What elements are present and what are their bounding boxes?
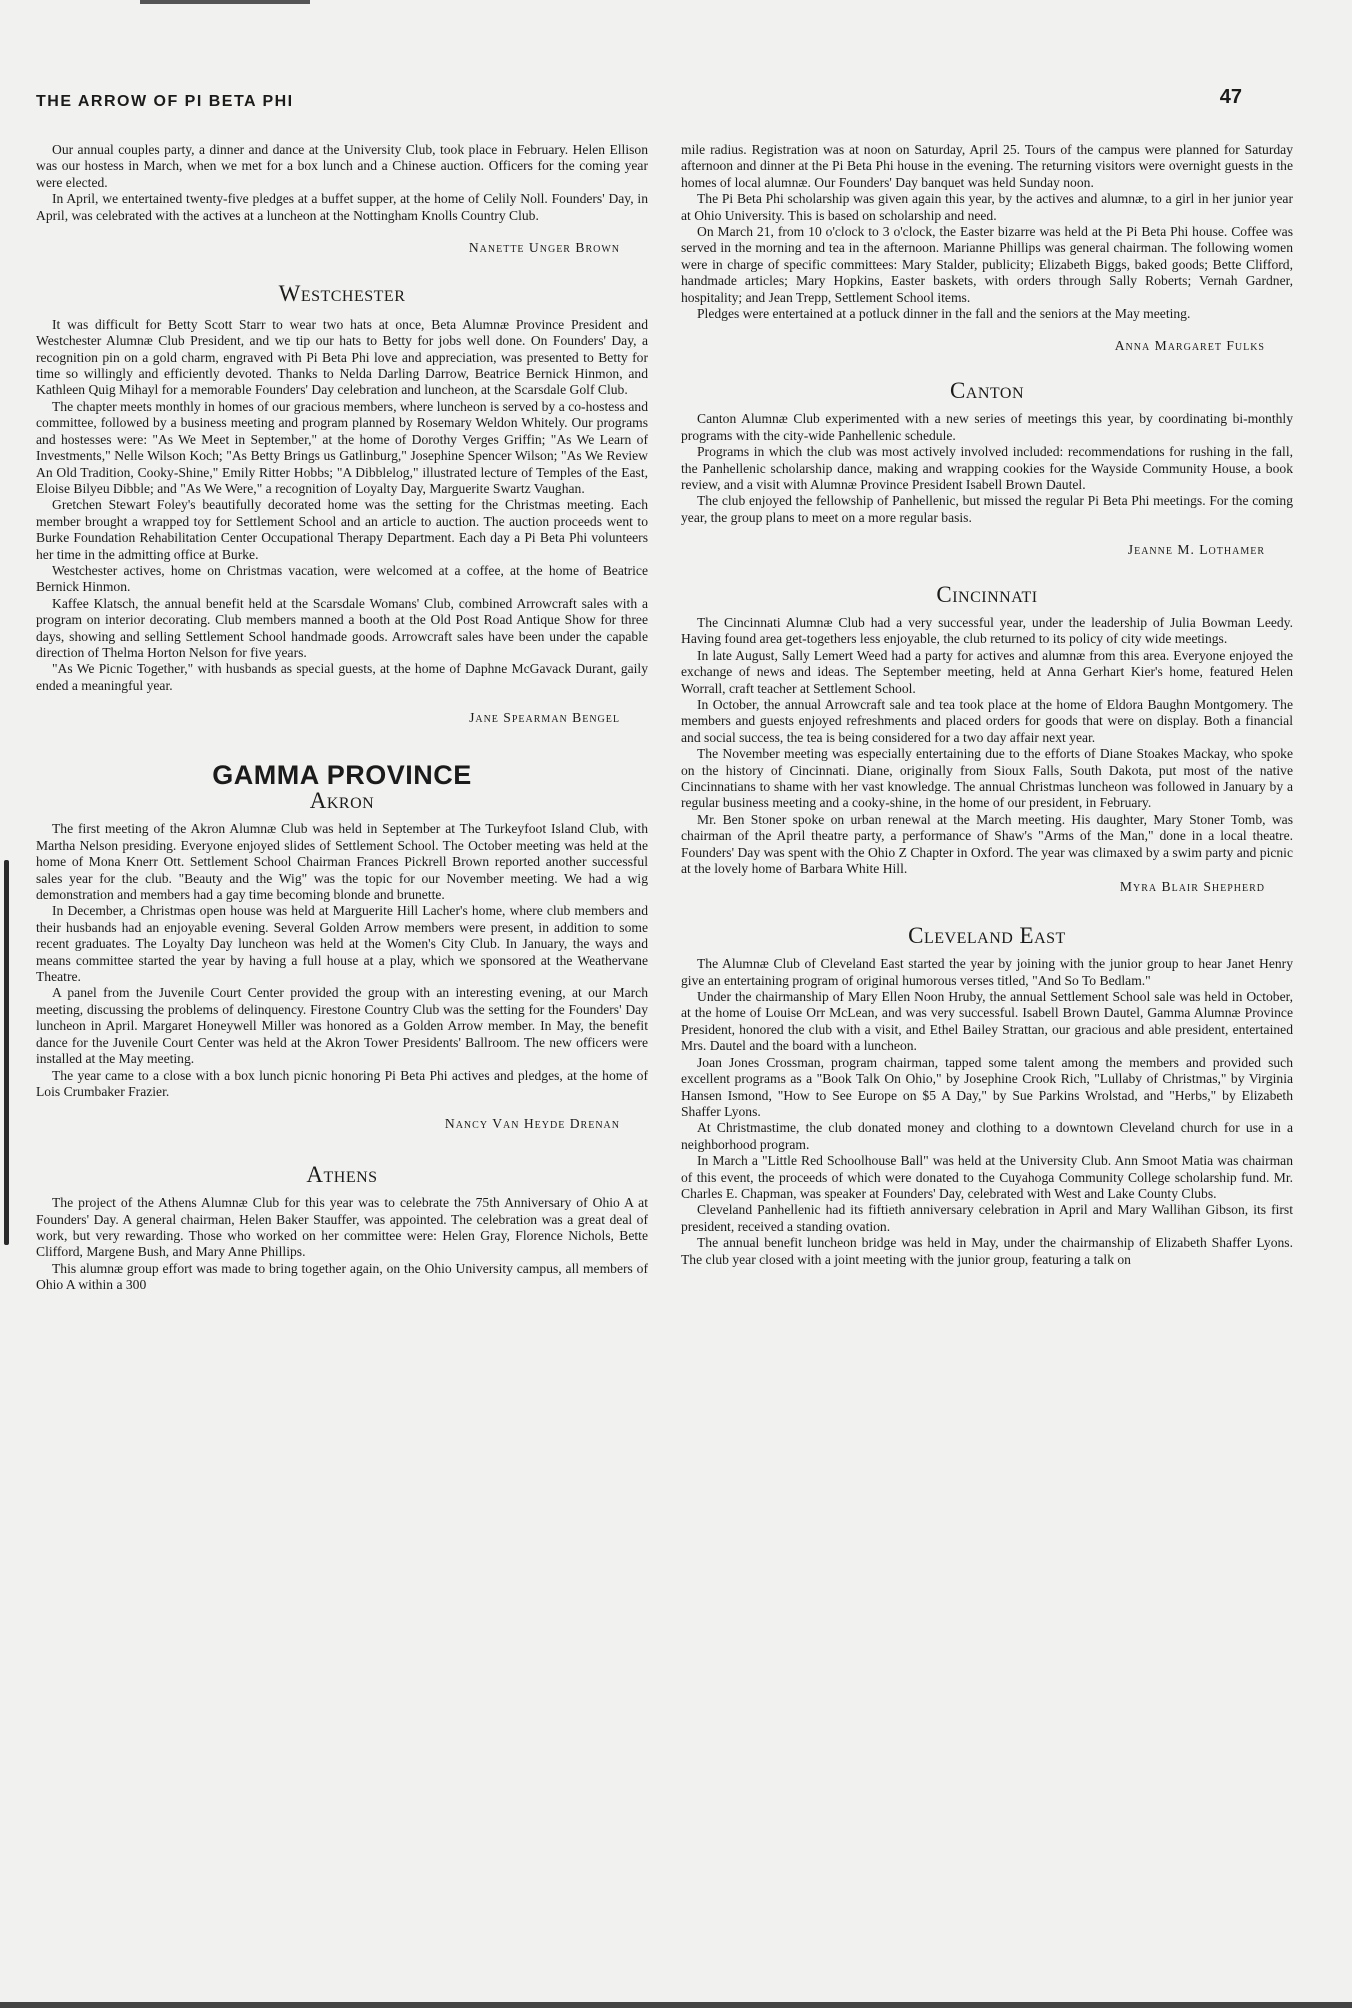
paragraph: The project of the Athens Alumnæ Club for this year was to celebrate the 75th Anniversary of Ohio A at Founders' Day. A general chairman, Helen Baker Stauffer, was appointed. The celebration was a great deal of work, but very rewarding. Those who worked on her committee were: Helen Gray, Florence Nichols, Bette Clifford, Margene Bush, and Mary Anne Phillips. (36, 1195, 648, 1260)
paragraph: The annual benefit luncheon bridge was held in May, under the chairmanship of Elizabeth Shaffer Lyons. The club year closed with a joint meeting with the junior group, featuring a talk on (681, 1235, 1293, 1267)
left-column (36, 142, 648, 1294)
paragraph: Under the chairmanship of Mary Ellen Noon Hruby, the annual Settlement School sale was held in October, at the home of Louise Orr McLean, and was very successful. Isabell Brown Dautel, Gamma Alumnæ Province President, honored the club with a visit, and Ethel Bailey Strattan, our gracious and able president, entertained Mrs. Dautel and the board with a luncheon. (681, 989, 1293, 1054)
cincinnati-section (681, 581, 1293, 896)
signature: Anna Margaret Fulks (1114, 338, 1265, 354)
paragraph: Canton Alumnæ Club experimented with a new series of meetings this year, by coordinating bi-monthly programs with the city-wide Panhellenic schedule. (681, 411, 1293, 443)
paragraph: In March a "Little Red Schoolhouse Ball" was held at the University Club. Ann Smoot Matia was chairman of this event, the proceeds of which were donated to the Cuyahoga Community College scholarship fund. Mr. Charles E. Chapman, was speaker at Founders' Day, celebrated with West and Lake County Clubs. (681, 1153, 1293, 1201)
running-head: THE ARROW OF PI BETA PHI (36, 93, 294, 110)
paragraph: Westchester actives, home on Christmas vacation, were welcomed at a coffee, at the home of Beatrice Bernick Hinmon. (36, 562, 648, 595)
canton-section (681, 377, 1293, 559)
paragraph: The chapter meets monthly in homes of our gracious members, where luncheon is served by a co-hostess and committee, followed by a business meeting and program planned by Rosemary Weldon Whitely. Our programs and hostesses were: "As We Meet in September," at the home of Dorothy Verges Griffin; "As We Learn of Investments," Nelle Wilson Koch; "As Betty Brings us Gatlinburg," Josephine Spencer Wilson; "As We Review An Old Tradition, Cooky-Shine," Emily Ritter Hobbs; "A Dibblelog," illustrated lecture of Temples of the East, Eloise Bilyeu Dibble; and "As We Were," a recognition of Loyalty Day, Marguerite Swartz Vaughan. (36, 398, 648, 496)
paragraph: mile radius. Registration was at noon on Saturday, April 25. Tours of the campus were planned for Saturday afternoon and dinner at the Pi Beta Phi house in the evening. The returning visitors were overnight guests in the homes of local alumnæ. Our Founders' Day banquet was held Sunday noon. (681, 142, 1293, 190)
section-heading: Cleveland East (908, 922, 1066, 948)
signature: Nanette Unger Brown (468, 240, 620, 256)
paragraph: Joan Jones Crossman, program chairman, tapped some talent among the members and provided such excellent programs as a "Book Talk On Ohio," by Josephine Crook Rich, "Lullaby of Christmas," by Virginia Hansen Ismond, "How to See Europe on $5 A Day," by Sue Parkins Wrolstad, and "Herbs," by Elizabeth Shaffer Lyons. (681, 1054, 1293, 1119)
paragraph: On March 21, from 10 o'clock to 3 o'clock, the Easter bizarre was held at the Pi Beta Phi house. Coffee was served in the morning and tea in the afternoon. Marianne Phillips was general chairman. The following women were in charge of specific committees: Mary Stalder, publicity; Elizabeth Biggs, baked goods; Bette Clifford, handmade articles; Mary Hopkins, Easter baskets, with orders through Sally Roberts; Vernah Gardner, hospitality; and Jean Trepp, Settlement School items. (681, 224, 1293, 305)
paragraph: Cleveland Panhellenic had its fiftieth anniversary celebration in April and Mary Wallihan Gibson, its first president, received a standing ovation. (681, 1202, 1293, 1234)
signature: Myra Blair Shepherd (1119, 879, 1265, 895)
intro-section (36, 142, 648, 256)
paragraph: A panel from the Juvenile Court Center provided the group with an interesting evening, at our March meeting, discussing the problems of delinquency. Firestone Country Club was the setting for the Founders' Day luncheon in April. Margaret Honeywell Miller was honored as a Golden Arrow member. In May, the benefit dance for the Juvenile Court Center was held at the Akron Tower Presidents' Ballroom. The new officers were installed at the May meeting. (36, 985, 648, 1067)
signature: Jane Spearman Bengel (469, 710, 620, 726)
paragraph: Pledges were entertained at a potluck dinner in the fall and the seniors at the May meeting. (697, 306, 1191, 322)
signature: Nancy Van Heyde Drenan (444, 1116, 620, 1132)
section-heading: Akron (309, 788, 375, 813)
province-heading: GAMMA PROVINCE (212, 759, 472, 790)
paragraph: The year came to a close with a box lunch picnic honoring Pi Beta Phi actives and pledges, at the home of Lois Crumbaker Frazier. (36, 1067, 648, 1099)
paragraph: The November meeting was especially entertaining due to the efforts of Diane Stoakes Mackay, who spoke on the history of Cincinnati. Diane, originally from Sioux Falls, South Dakota, put most of the native Cincinnatians to shame with her vast knowledge. The annual Christmas luncheon was followed in January by a regular business meeting and a cooky-shine, in the home of our president, in February. (681, 746, 1293, 811)
paragraph: The Cincinnati Alumnæ Club had a very successful year, under the leadership of Julia Bowman Leedy. Having found area get-togethers less enjoyable, the club returned to its policy of city wide meetings. (681, 614, 1293, 647)
signature: Jeanne M. Lothamer (1127, 542, 1265, 558)
paragraph: In October, the annual Arrowcraft sale and tea took place at the home of Eldora Baughn Montgomery. The members and guests enjoyed refreshments and placed orders for goods that were on display. Both a financial and social success, the tea is being considered for a two day affair next year. (681, 696, 1293, 745)
paragraph: Mr. Ben Stoner spoke on urban renewal at the March meeting. His daughter, Mary Stoner Tomb, was chairman of the April theatre party, a performance of Shaw's "Arms of the Man," done in a local theatre. Founders' Day was spent with the Ohio Z Chapter in Oxford. The year was climaxed by a swim party and picnic at the lovely home of Barbara White Hill. (681, 811, 1293, 877)
paragraph: Gretchen Stewart Foley's beautifully decorated home was the setting for the Christmas meeting. Each member brought a wrapped toy for Settlement School and an article to auction. The auction proceeds went to Burke Foundation Rehabilitation Center Occupational Therapy Department. Each day a Pi Beta Phi volunteers her time in the admitting office at Burke. (36, 497, 648, 562)
paragraph: In December, a Christmas open house was held at Marguerite Hill Lacher's home, where club members and their husbands had an enjoyable evening. Several Golden Arrow members were present, in addition to some recent graduates. The Loyalty Day luncheon was held at the Women's City Club. In January, the ways and means committee started the year by having a full house at a play, which we sponsored at the Weathervane Theatre. (36, 903, 648, 985)
section-heading: Cincinnati (936, 581, 1038, 607)
paragraph: Programs in which the club was most actively involved included: recommendations for rushing in the fall, the Panhellenic scholarship dance, making and wrapping cookies for the Wayside Community House, a book review, and a visit with Alumnæ Province President Isabell Brown Dautel. (681, 444, 1293, 492)
section-heading: Athens (306, 1161, 378, 1187)
cleveland-east-section (681, 922, 1293, 1268)
right-column (681, 142, 1293, 1268)
page-number: 47 (1219, 86, 1242, 108)
paragraph: The first meeting of the Akron Alumnæ Club was held in September at The Turkeyfoot Island Club, with Martha Nelson presiding. Everyone enjoyed slides of Settlement School. The October meeting was held at the home of Mona Knerr Ott. Settlement School Chairman Frances Pickrell Brown reported another successful sales year for the club. "Beauty and the Wig" was the topic for our November meeting. We had a wig demonstration and members had a gay time becoming blonde and brunette. (36, 821, 648, 903)
paragraph: In late August, Sally Lemert Weed had a party for actives and alumnæ from this area. Everyone enjoyed the exchange of news and ideas. The September meeting, held at Anna Gerhart Kier's home, featured Helen Worrall, craft teacher at Settlement School. (681, 647, 1293, 696)
paragraph: It was difficult for Betty Scott Starr to wear two hats at once, Beta Alumnæ Province President and Westchester Alumnæ Club President, and we tip our hats to Betty for jobs well done. On Founders' Day, a recognition pin on a gold charm, engraved with Pi Beta Phi love and appreciation, was presented to Betty for time so willingly and efficiently devoted. Thanks to Nelda Darling Darrow, Beatrice Bernick Hinmon, and Kathleen Quig Mihayl for a memorable Founders' Day celebration and luncheon, at the Scarsdale Golf Club. (36, 316, 648, 398)
scan-edge (0, 2002, 1352, 2008)
section-heading: Canton (949, 377, 1025, 403)
westchester-section (36, 281, 648, 726)
paragraph: At Christmastime, the club donated money and clothing to a downtown Cleveland church for use in a neighborhood program. (681, 1120, 1293, 1152)
scan-mark (140, 0, 310, 4)
paragraph: This alumnæ group effort was made to bring together again, on the Ohio University campus, all members of Ohio A within a 300 (36, 1260, 648, 1293)
paragraph: The Alumnæ Club of Cleveland East started the year by joining with the junior group to hear Janet Henry give an entertaining program of original humorous verses titled, "And So To Bedlam." (681, 956, 1293, 988)
paragraph: "As We Picnic Together," with husbands as special guests, at the home of Daphne McGavack Durant, gaily ended a meaningful year. (36, 661, 648, 693)
paragraph: In April, we entertained twenty-five pledges at a buffet supper, at the home of Celily Noll. Founders' Day, in April, was celebrated with the actives at a luncheon at the Nottingham Knolls Country Club. (36, 191, 648, 223)
athens-continued-section (681, 142, 1293, 355)
paragraph: The Pi Beta Phi scholarship was given again this year, by the actives and alumnæ, to a girl in her junior year at Ohio University. This is based on scholarship and need. (681, 191, 1293, 223)
akron-section (36, 788, 648, 1133)
paragraph: Kaffee Klatsch, the annual benefit held at the Scarsdale Womans' Club, combined Arrowcraft sales with a program on interior decorating. Club members manned a booth at the Old Post Road Antique Show for three days, showing and selling Settlement School handmade goods. Arrowcraft sales have been under the capable direction of Thelma Horton Nelson for five years. (36, 595, 648, 660)
section-heading: Westchester (278, 281, 406, 307)
paragraph: The club enjoyed the fellowship of Panhellenic, but missed the regular Pi Beta Phi meetings. For the coming year, the group plans to meet on a more regular basis. (681, 493, 1293, 525)
athens-section (36, 1161, 648, 1294)
paragraph: Our annual couples party, a dinner and dance at the University Club, took place in February. Helen Ellison was our hostess in March, when we met for a box lunch and a Chinese auction. Officers for the coming year were elected. (36, 142, 648, 190)
margin-mark (4, 860, 9, 1245)
